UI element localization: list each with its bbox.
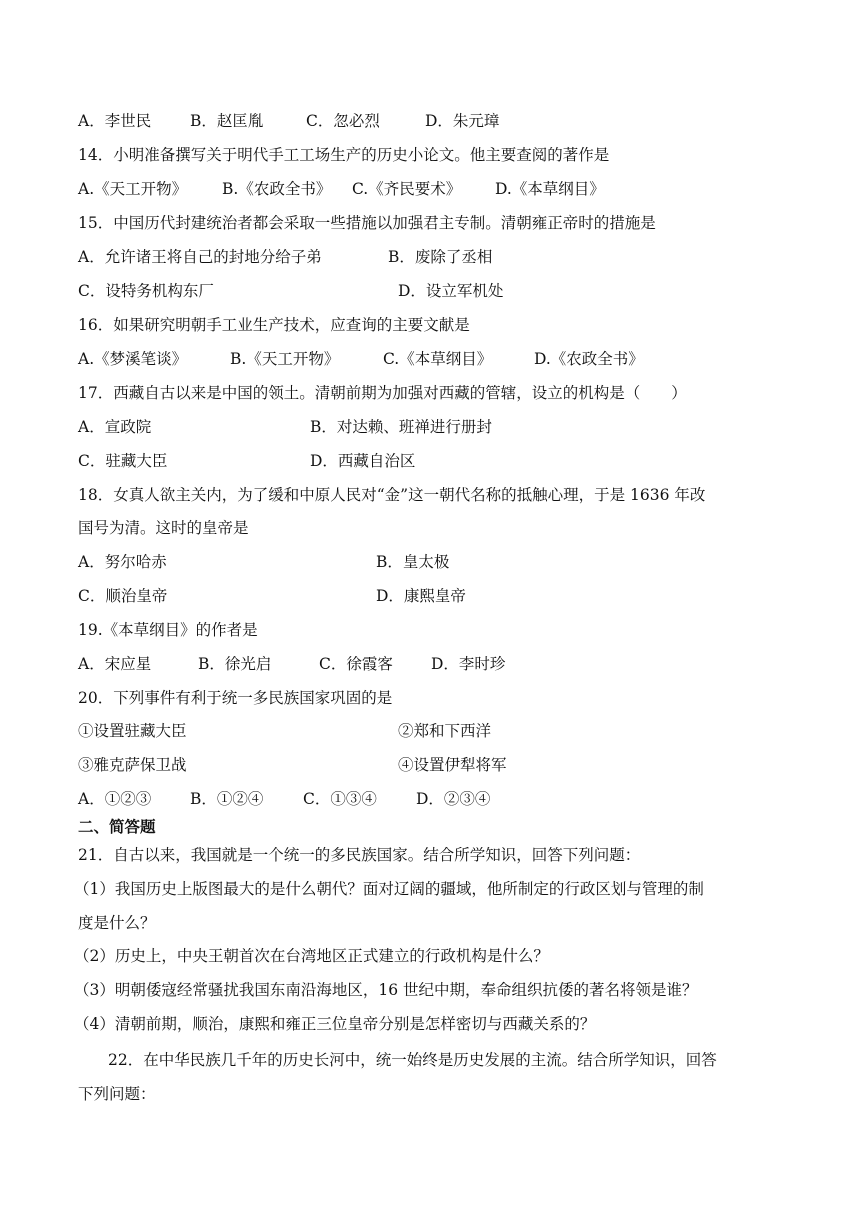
- q15-option-b: B．废除了丞相: [388, 248, 493, 266]
- q16-option-a: A.《梦溪笔谈》: [78, 350, 188, 368]
- q15-stem: 15．中国历代封建统治者都会采取一些措施以加强君主专制。清朝雍正帝时的措施是: [78, 214, 656, 232]
- q20-option-d: D．②③④: [416, 790, 491, 808]
- q14-option-a: A.《天工开物》: [78, 180, 188, 198]
- q17-option-d: D．西藏自治区: [310, 452, 416, 470]
- q21-stem: 21．自古以来，我国就是一个统一的多民族国家。结合所学知识，回答下列问题：: [78, 846, 641, 864]
- q19-option-d: D．李时珍: [431, 655, 506, 673]
- q20-item-4: ④设置伊犁将军: [398, 756, 507, 774]
- q20-item-1: ①设置驻藏大臣: [78, 722, 187, 740]
- q19-stem: 19.《本草纲目》的作者是: [78, 621, 258, 639]
- q20-option-b: B．①②④: [190, 790, 264, 808]
- q22-line1: 22．在中华民族几千年的历史长河中，统一始终是历史发展的主流。结合所学知识，回答: [108, 1051, 717, 1069]
- q17-option-c: C．驻藏大臣: [78, 452, 168, 470]
- q17-option-b: B．对达赖、班禅进行册封: [310, 418, 492, 436]
- q13-option-b: B．赵匡胤: [190, 112, 264, 130]
- q15-option-a: A．允许诸王将自己的封地分给子弟: [78, 248, 322, 266]
- q14-option-d: D.《本草纲目》: [495, 180, 605, 198]
- q20-item-2: ②郑和下西洋: [398, 722, 492, 740]
- q18-option-b: B．皇太极: [376, 553, 450, 571]
- q14-stem: 14．小明准备撰写关于明代手工工场生产的历史小论文。他主要查阅的著作是: [78, 146, 610, 164]
- q19-option-a: A．宋应星: [78, 655, 152, 673]
- q16-stem: 16．如果研究明朝手工业生产技术，应查询的主要文献是: [78, 316, 470, 334]
- q21-part2: （2）历史上，中央王朝首次在台湾地区正式建立的行政机构是什么？: [74, 947, 549, 965]
- q16-option-c: C.《本草纲目》: [383, 350, 493, 368]
- q21-part1-line2: 度是什么？: [78, 914, 156, 932]
- q18-stem-line2: 国号为清。这时的皇帝是: [78, 519, 249, 537]
- q19-option-b: B．徐光启: [198, 655, 272, 673]
- q19-option-c: C．徐霞客: [319, 655, 393, 673]
- q18-stem-line1: 18．女真人欲主关内，为了缓和中原人民对“金”这一朝代名称的抵触心理，于是 1636 年改: [78, 486, 706, 504]
- q18-option-d: D．康熙皇帝: [376, 587, 466, 605]
- q13-option-d: D．朱元璋: [425, 112, 500, 130]
- q16-option-d: D.《农政全书》: [534, 350, 644, 368]
- q13-option-c: C．忽必烈: [306, 112, 380, 130]
- q20-option-c: C．①③④: [303, 790, 377, 808]
- q20-item-3: ③雅克萨保卫战: [78, 756, 187, 774]
- q18-option-a: A．努尔哈赤: [78, 553, 167, 571]
- q20-stem: 20．下列事件有利于统一多民族国家巩固的是: [78, 689, 393, 707]
- q17-option-a: A．宣政院: [78, 418, 152, 436]
- q15-option-c: C．设特务机构东厂: [78, 282, 214, 300]
- q20-option-a: A．①②③: [78, 790, 152, 808]
- q17-stem: 17．西藏自古以来是中国的领土。清朝前期为加强对西藏的管辖，设立的机构是（ ）: [78, 384, 687, 402]
- q21-part3: （3）明朝倭寇经常骚扰我国东南沿海地区，16 世纪中期，奉命组织抗倭的著名将领是谁？: [74, 981, 698, 999]
- q13-option-a: A．李世民: [78, 112, 152, 130]
- q15-option-d: D．设立军机处: [398, 282, 504, 300]
- q21-part1-line1: （1）我国历史上版图最大的是什么朝代？面对辽阔的疆域，他所制定的行政区划与管理的制: [74, 880, 704, 898]
- q21-part4: （4）清朝前期，顺治，康熙和雍正三位皇帝分别是怎样密切与西藏关系的？: [74, 1015, 596, 1033]
- q18-option-c: C．顺治皇帝: [78, 587, 168, 605]
- q14-option-b: B.《农政全书》: [222, 180, 332, 198]
- q16-option-b: B.《天工开物》: [230, 350, 340, 368]
- q14-option-c: C.《齐民要术》: [352, 180, 462, 198]
- q22-line2: 下列问题：: [78, 1085, 156, 1103]
- section-heading: 二、简答题: [78, 817, 156, 836]
